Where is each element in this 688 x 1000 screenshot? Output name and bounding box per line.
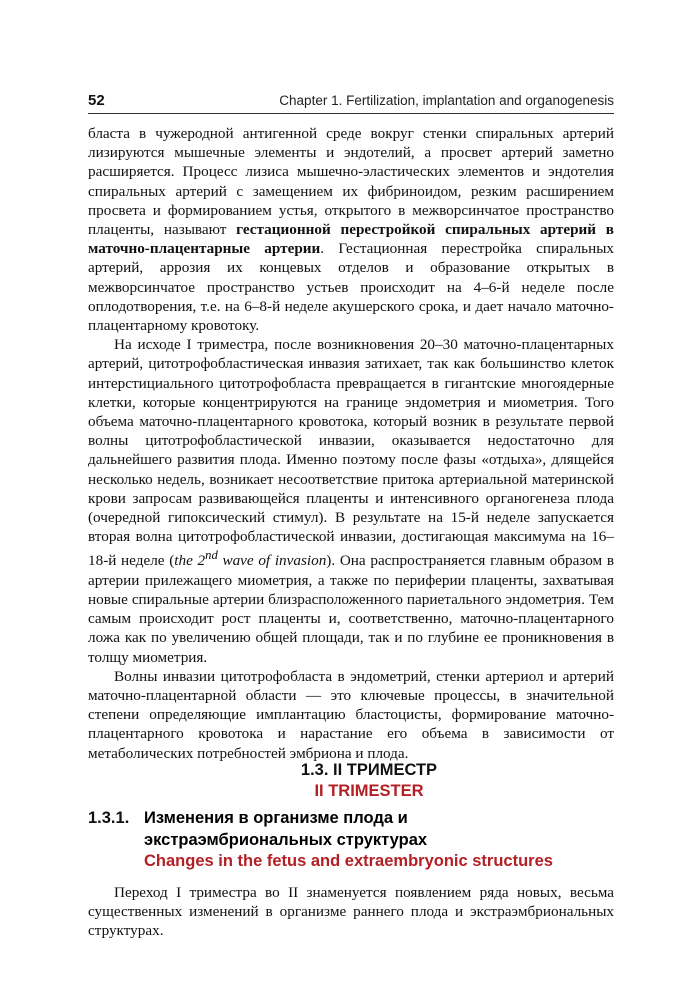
paragraph-2-italic-b: wave of invasion <box>217 552 327 570</box>
subsection-title-ru-line2: экстраэмбриональных структурах <box>144 830 428 849</box>
subsection-title-ru-line1: Изменения в организме плода и <box>144 809 408 827</box>
closing-paragraph: Переход I триместра во II знаменуется появлением ряда новых, весьма существенных изменений в организме раннего плода и экстраэмбриональных структурах. <box>88 884 614 940</box>
closing-text <box>88 883 614 941</box>
section-title-ru: 1.3. II ТРИМЕСТР <box>300 761 438 779</box>
paragraph-2-italic-a: the 2 <box>174 552 206 570</box>
paragraph-2 <box>88 335 614 667</box>
paragraph-2-text-b: ). Она распространяется главным образом в артерии прилежащего миометрия, а также по периферии плаценты, захватывая новые спиральные артерии близрасположенного париетального эндометрия. Тем самым происходит рост плаценты и, соответственно, маточно-плацентарного ложа как по увеличению общей площади, так и по глубине ее проникновения в толщу миометрия. <box>88 552 615 666</box>
paragraph-1 <box>88 124 614 335</box>
paragraph-2-text-a: На исходе I триместра, после возникновения 20–30 маточно-плацентарных артерий, цитотрофобластическая инвазия затихает, так как большинство клеток интерстициального цитотрофобласта превращается в гигантские многоядерные клетки, которые концентрируются на границе эндометрия и миометрия. Того объема маточно-плацентарного кровотока, который возник в результате первой волны цитотрофобластической инвазии, оказывается недостаточно для дальнейшего развития плода. Именно поэтому после фазы «отдыха», длящейся несколько недель, возникает несоответствие притока артериальной материнской крови запросам развивающейся плаценты и интенсивного органогенеза плода (очередной гипоксический стимул). В результате на 15-й неделе запускается вторая волна цитотрофобластической инвазии, достигающая максимума на 16–18-й неделе ( <box>88 336 614 570</box>
paragraph-1-bold-term: гестационной перестройкой спиральных артерий в маточно-плацентарные артерии <box>88 221 614 258</box>
paragraph-2-superscript <box>205 548 218 562</box>
page-number: 52 <box>88 92 105 109</box>
subsection-heading <box>88 808 628 873</box>
subsection-title-en: Changes in the fetus and extraembryonic structures <box>144 852 553 870</box>
subsection-line-1 <box>88 808 628 830</box>
paragraph-1-text-b: . Гестационная перестройка спиральных артерий, аррозия их концевых отделов и образование открытых в межворсинчатое пространство устьев происходит на 4–6-й неделе после оплодотворения, т.е. на 6–8-й неделе акушерского срока, и дает начало маточно-плацентарному кровотоку. <box>88 240 614 335</box>
section-title-en: II TRIMESTER <box>314 782 424 800</box>
section-heading <box>88 760 614 802</box>
paragraph-1-text-a: бласта в чужеродной антигенной среде вокруг стенки спиральных артерий лизируются мышечные элементы и эндотелий, а просвет артерий заметно расширяется. Процесс лизиса мышечно-эластических элементов и эндотелия спиральных артерий с замещением их фибриноидом, резким расширением просвета и формированием устья, открытого в межворсинчатое пространство плаценты, называют <box>88 125 614 239</box>
paragraph-2-superscript-text: nd <box>205 548 218 563</box>
running-head: Chapter 1. Fertilization, implantation and organogenesis <box>279 93 614 108</box>
subsection-number: 1.3.1. <box>88 809 130 827</box>
header-rule <box>88 113 614 114</box>
body-text <box>88 124 614 763</box>
paragraph-3: Волны инвазии цитотрофобласта в эндометрий, стенки артериол и артерий маточно-плацентарной области — это ключевые процессы, в значительной степени определяющие имплантацию бластоцисты, формирование маточно-плацентарного кровотока и нарастание его объема в зависимости от метаболических потребностей эмбриона и плода. <box>88 667 614 762</box>
page-header <box>88 92 614 112</box>
